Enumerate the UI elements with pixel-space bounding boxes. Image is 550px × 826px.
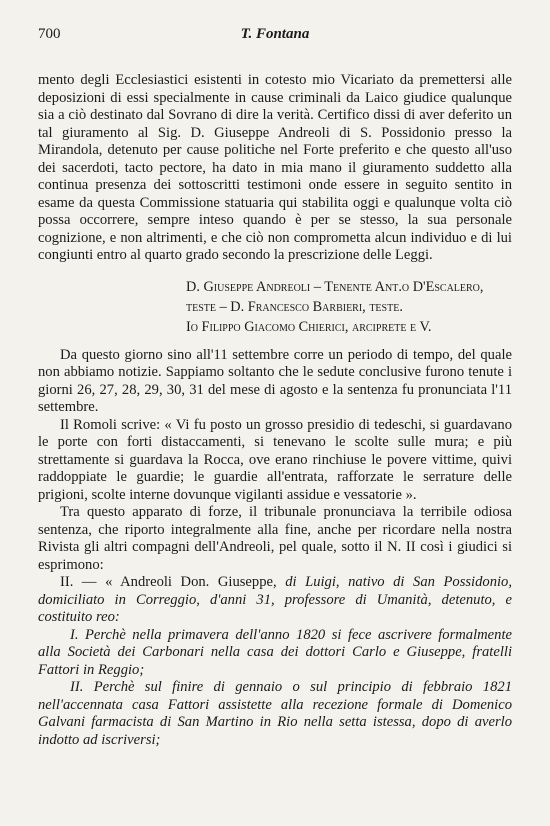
- sentence-count-1: I. Perchè nella primavera dell'anno 1820 si fece ascrivere formalmente alla Società dei Carbonari nella casa dei dottori Carlo e Giuseppe, fratelli Fattori in Reggio;: [38, 626, 512, 678]
- paragraph-deposition: mento degli Ecclesiastici esistenti in cotesto mio Vicariato da premettersi alle deposizioni di essi specialmente in cause criminali da Laico giudice qualunque sia a ciò destinato dal Sovrano di dire la verità. Certifico dissi di aver deferito un tal giuramento al Sig. D. Giuseppe Andreoli di S. Possidonio presso la Mirandola, detenuto per cause politiche nel Forte preferito e che questo all'uso dei sacerdoti, tacto pectore, ha dato in mia mano il giuramento suddetto alla continua presenza dei sottoscritti testimoni onde essere in seguito sentito in esame da questa Commissione statuaria qui stabilita oggi e qualunque volta ciò possa occorrere, sempre inteso quando è per se stesso, la sua personale cognizione, e non altrimenti, e che ciò non comprometta alcun individuo e di lui congiunti entro al quarto grado secondo la prescrizione delle Leggi.: [38, 72, 512, 263]
- sentence-count-2: II. Perchè sul finire di gennaio o sul principio di febbraio 1821 nell'accennata casa Fattori assistette alla recezione formale di Domenico Galvani farmacista di San Martino in Rio nella setta istessa, dopo di averlo indotto ad iscriversi;: [38, 679, 512, 748]
- signature-block: [38, 277, 512, 337]
- paragraph-romoli-quote: Il Romoli scrive: « Vi fu posto un grosso presidio di tedeschi, si guardavano le porte con forti distaccamenti, si tenevano le scolte sulle mura; e più strettamente si guardava la Rocca, ove erano rinchiuse le povere vittime, quivi raddoppiate le guardie; le guardie all'entrata, rafforzate le serrature delle prigioni, scolte interne dovunque vigilanti assidue e vessatorie ».: [38, 416, 512, 503]
- sentence-heading-name: II. — « Andreoli Don. Giuseppe,: [60, 574, 277, 590]
- paragraph-tribunal: Tra questo apparato di forze, il tribunale pronunciava la terribile odiosa sentenza, che riporto integralmente alla fine, anche per ricordare nella nostra Rivista gli altri compagni dell'Andreoli, pel quale, sotto il N. II così i giudici si esprimono:: [38, 504, 512, 573]
- sentence-heading-details: di Luigi, nativo di San Possidonio, domiciliato in Correggio, d'anni 31, professore di Umanità, detenuto, e costituito reo:: [38, 574, 512, 625]
- page-number: 700: [38, 26, 61, 42]
- sentence-heading: [38, 574, 512, 627]
- signature-witnesses: D. Giuseppe Andreoli – Tenente Ant.o D'Escalero, teste – D. Francesco Barbieri, teste.: [186, 278, 484, 315]
- signature-archpriest: Io Filippo Giacomo Chierici, arciprete e V.: [186, 318, 432, 335]
- paragraph-period: Da questo giorno sino all'11 settembre corre un periodo di tempo, del quale non abbiamo notizie. Sappiamo soltanto che le sedute conclusive furono tenute i giorni 26, 27, 28, 29, 30, 31 del mese di agosto e la sentenza fu pronunciata l'11 settembre.: [38, 346, 512, 415]
- running-title: T. Fontana: [240, 26, 310, 42]
- body-text: [38, 72, 512, 749]
- page-header: [38, 26, 512, 46]
